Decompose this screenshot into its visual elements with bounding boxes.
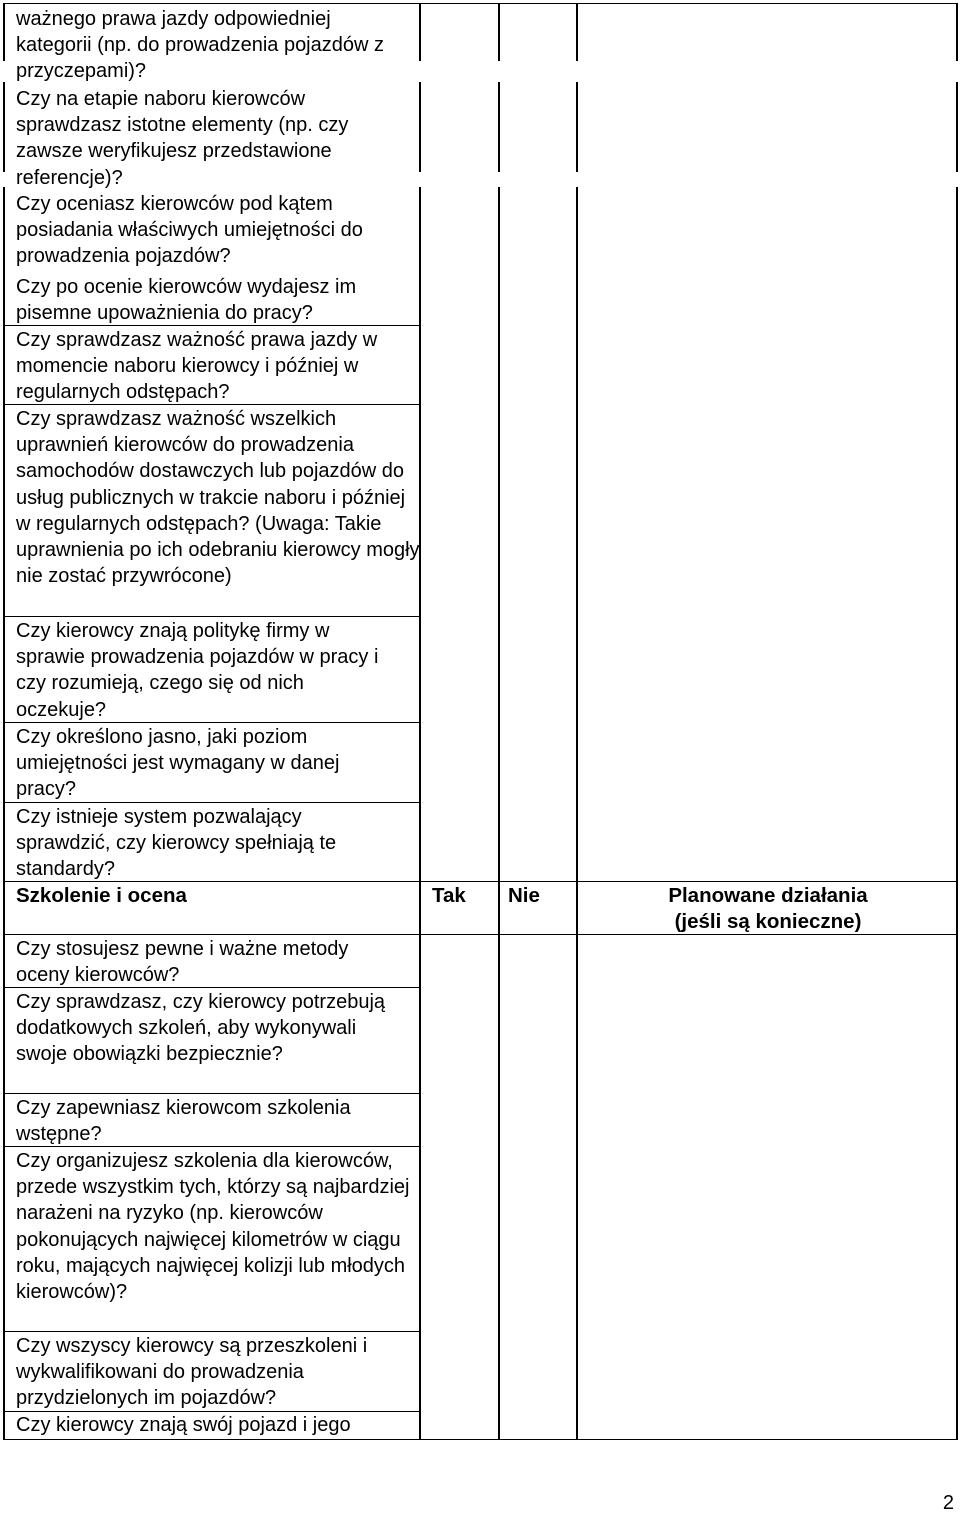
question-text: Czy po ocenie kierowców wydajesz im pisemne upoważnienia do pracy? [16, 276, 357, 325]
row-divider [3, 616, 421, 617]
table-row [3, 1093, 958, 1146]
column-header-no: Nie [508, 884, 540, 907]
table-row [3, 616, 958, 722]
row-divider [3, 1411, 421, 1412]
yes-cell [421, 82, 500, 172]
table-border [3, 881, 958, 882]
row-divider [3, 1146, 421, 1147]
actions-cell [578, 616, 958, 722]
no-cell [500, 187, 578, 272]
actions-cell [578, 1093, 958, 1146]
row-divider [3, 325, 421, 326]
question-text: Czy sprawdzasz ważność prawa jazdy w momencie naboru kierowcy i później w regularnych odstępach? [16, 329, 378, 404]
table-row [3, 934, 958, 987]
no-cell [500, 3, 578, 61]
actions-cell [578, 1411, 958, 1439]
table-row [3, 404, 958, 616]
question-text: Czy sprawdzasz ważność wszelkich uprawnień kierowców do prowadzenia samochodów dostawczych lub pojazdów do usług publicznych w trakcie naboru i później w regularnych odstępach? (Uwaga: Takie uprawnienia po ich odebraniu kierowcy mogły nie zostać przywrócone) [16, 408, 420, 588]
column-header-actions: Planowane działania (jeśli są konieczne) [668, 884, 868, 934]
question-text: Czy sprawdzasz, czy kierowcy potrzebują dodatkowych szkoleń, aby wykonywali swoje obowiązki bezpiecznie? [16, 991, 386, 1066]
question-text: Czy określono jasno, jaki poziom umiejętności jest wymagany w danej pracy? [16, 726, 340, 801]
yes-cell [421, 1146, 500, 1331]
no-cell [500, 404, 578, 616]
yes-cell [421, 934, 500, 987]
no-cell [500, 1331, 578, 1411]
no-cell [500, 616, 578, 722]
table-row [3, 82, 958, 189]
yes-cell [421, 187, 500, 272]
yes-cell [421, 987, 500, 1093]
question-text: Czy organizujesz szkolenia dla kierowców, przede wszystkim tych, którzy są najbardziej narażeni na ryzyko (np. kierowców pokonujących najwięcej kilometrów w ciągu roku, mających najwięcej kolizji lub młodych kierowców)? [16, 1150, 410, 1304]
no-cell [500, 1146, 578, 1331]
table-row [3, 187, 958, 272]
table-row [3, 1146, 958, 1331]
section-title: Szkolenie i ocena [16, 884, 187, 907]
column-header-yes: Tak [432, 884, 466, 907]
yes-cell [421, 272, 500, 325]
table-row [3, 1331, 958, 1411]
actions-cell [578, 934, 958, 987]
no-cell [500, 722, 578, 802]
table-row [3, 722, 958, 802]
yes-cell [421, 616, 500, 722]
row-divider [3, 722, 421, 723]
yes-cell [421, 722, 500, 802]
no-cell [500, 325, 578, 404]
question-text: Czy kierowcy znają politykę firmy w sprawie prowadzenia pojazdów w pracy i czy rozumieją, czego się od nich oczekuje? [16, 620, 379, 721]
no-cell [500, 82, 578, 172]
no-cell [500, 1411, 578, 1439]
no-cell [500, 1093, 578, 1146]
question-text: Czy na etapie naboru kierowców sprawdzasz istotne elementy (np. czy zawsze weryfikujesz przedstawione referencje)? [16, 88, 349, 189]
question-text: Czy kierowcy znają swój pojazd i jego [16, 1414, 351, 1436]
no-cell [500, 272, 578, 325]
yes-cell [421, 1331, 500, 1411]
actions-cell [578, 1331, 958, 1411]
page-number: 2 [942, 1492, 954, 1514]
section-header-row [3, 881, 958, 934]
no-cell [500, 934, 578, 987]
question-text: ważnego prawa jazdy odpowiedniej kategorii (np. do prowadzenia pojazdów z przyczepami)? [16, 8, 384, 83]
actions-cell [578, 272, 958, 325]
row-divider [3, 1331, 421, 1332]
table-row [3, 1411, 958, 1439]
table-row [3, 272, 958, 325]
yes-cell [421, 3, 500, 61]
question-text: Czy oceniasz kierowców pod kątem posiadania właściwych umiejętności do prowadzenia pojazdów? [16, 193, 363, 268]
row-divider [3, 404, 421, 405]
question-text: Czy stosujesz pewne i ważne metody oceny kierowców? [16, 938, 349, 987]
table-border [3, 1439, 958, 1440]
actions-cell [578, 722, 958, 802]
actions-cell [578, 404, 958, 616]
yes-cell [421, 802, 500, 881]
yes-cell [421, 1411, 500, 1439]
question-text: Czy zapewniasz kierowcom szkolenia wstępne? [16, 1097, 351, 1146]
actions-cell [578, 82, 958, 172]
table-row [3, 802, 958, 881]
table-border [3, 3, 958, 4]
table-row [3, 987, 958, 1093]
row-divider [3, 987, 421, 988]
yes-cell [421, 1093, 500, 1146]
actions-cell [578, 1146, 958, 1331]
question-text: Czy wszyscy kierowcy są przeszkoleni i wykwalifikowani do prowadzenia przydzielonych im pojazdów? [16, 1335, 368, 1410]
actions-cell [578, 187, 958, 272]
question-text: Czy istnieje system pozwalający sprawdzić, czy kierowcy spełniają te standardy? [16, 806, 337, 881]
row-divider [3, 802, 421, 803]
yes-cell [421, 404, 500, 616]
actions-cell [578, 325, 958, 404]
table-row [3, 325, 958, 404]
table-border [3, 934, 958, 935]
yes-cell [421, 325, 500, 404]
actions-cell [578, 987, 958, 1093]
actions-cell [578, 3, 958, 61]
table-row [3, 3, 958, 83]
row-divider [3, 1093, 421, 1094]
checklist-table [3, 3, 958, 1439]
actions-cell [578, 802, 958, 881]
no-cell [500, 987, 578, 1093]
no-cell [500, 802, 578, 881]
